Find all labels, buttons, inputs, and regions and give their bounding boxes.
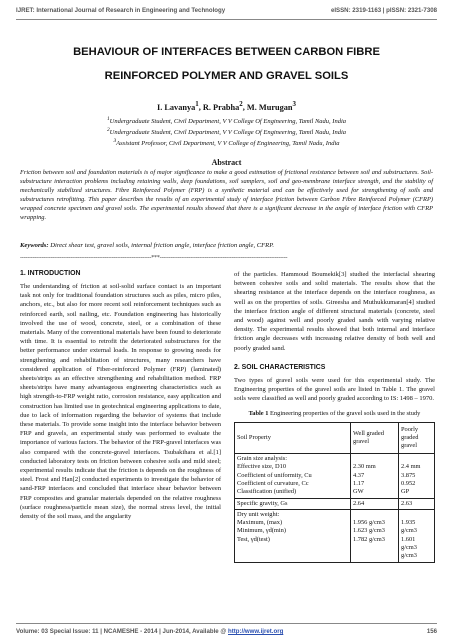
intro-heading: 1. INTRODUCTION — [20, 270, 81, 277]
cell-line — [401, 511, 432, 519]
affiliation-1-sup: 1 — [106, 116, 110, 122]
cell-line — [401, 455, 432, 463]
cell-line: 0.952 — [401, 479, 416, 487]
cell-line: Test, γd(test) — [237, 535, 270, 543]
table-row-specific-gravity — [235, 498, 435, 509]
section-separator: -------------------------------------------------------------------------***----------------------------------------------------------------------- — [20, 255, 288, 261]
abstract-heading: Abstract — [211, 158, 242, 167]
footer-volume-text: Volume: 03 Special Issue: 11 | NCAMESHE - 2014 | Jun-2014, Available @ — [16, 628, 228, 635]
table-caption — [234, 410, 435, 419]
cell-line — [353, 511, 396, 519]
cell-line: Effective size, D10 — [237, 463, 287, 471]
title-line-2: REINFORCED POLYMER AND GRAVEL SOILS — [104, 70, 349, 82]
table-row-grain-size — [235, 454, 435, 498]
soil-properties-table — [234, 422, 435, 563]
cell-line: 3.875 — [401, 471, 416, 479]
table-cell — [351, 454, 399, 498]
table-header-cell: Poorly graded gravel — [399, 423, 435, 454]
author-separator: , — [198, 102, 203, 112]
author-list — [20, 101, 433, 112]
table-cell — [399, 509, 435, 562]
table-cell — [235, 509, 351, 562]
keywords-label: Keywords: — [20, 242, 49, 249]
left-column — [20, 270, 221, 521]
affiliations — [20, 115, 433, 148]
keywords — [20, 242, 433, 249]
intro-paragraph: The understanding of friction at soil-solid surface contact is an important task not only for traditional foundation structures such as piles, micro piles, anchors, etc., but also for more recent soil reinforcement techniques such as reinforced earth, soil nailing, etc. Foundation engineering has historically involved the use of wood, concrete, steel, or a combination of these materials. Many of the conventional materials have been found to deteriorate with time. It is essential to retrofit the deteriorated substructures for the better performance under external loads. In response to growing needs for strengthening and rehabilitation of structures, many researchers have considered application of Fiber-reinforced Polymer (FRP) (laminated) sheets/strips as an effective strengthening and rehabilitation method. FRP sheets/strips have many advantageous engineering characteristics such as high strength-to-FRP weight ratio, corrosion resistance, easy application and construction has limited use in geotechnical engineering applications to date, due to lack of information regarding the behavior of systems that include these materials. To provide some insight into the interface behavior between FRP and gravels, an experimental study was performed to evaluate the importance of various factors. The behavior of the FRP-gravel interfaces was also compared with the concrete-gravel interfaces. Tsubakihara et al.[1] conducted laboratory tests on friction between cohesive soils and mild steel; experimental results indicate that the friction is depends on the roughness of steel. Frost and Han[2] conducted experiments to investigate the behavior of sand-FRP interfaces and concluded that interface shear behavior between FRP composites and granular materials depended on the relative roughness (surface roughness/particle mean size), the normal stress level, the initial density of the soil mass, and the angularity — [20, 283, 221, 521]
intro-continued-paragraph: of the particles. Hammoud Boumekik[3] studied the interfacial shearing between cohesive soils and solid materials. The results show that the shearing resistance at the interface depends on the interface roughness, as well as on the properties of soils. Gireesha and Muthukkumaran[4] studied the interface friction angle of different structural materials (concrete, steel and wood) against well and poorly graded sands with varying relative density. The experimental results showed that both internal and interface friction angle decreases with increasing relative density of both well and poorly graded sand. — [234, 271, 435, 352]
cell-line: Maximum, (max) — [237, 519, 283, 527]
soil-characteristics-paragraph: Two types of gravel soils were used for this experimental study. The Engineering properties of the gravel soils are listed in Table 1. The gravel soils were classified as well and poorly graded according to IS: 1498 – 1970. — [234, 376, 435, 403]
issn: eISSN: 2319-1163 | pISSN: 2321-7308 — [330, 7, 437, 14]
table-header-cell: Soil Property — [235, 423, 351, 454]
cell-line — [353, 455, 396, 463]
journal-name: IJRET: International Journal of Research in Engineering and Technology — [16, 7, 226, 14]
cell-line: Coefficient of curvature, Cc — [237, 479, 309, 487]
cell-line: Classification (unified) — [237, 488, 297, 496]
table-row-dry-unit-weight — [235, 509, 435, 562]
cell-line: 1.623 g/cm3 — [353, 527, 385, 535]
author-2: R. Prabha — [202, 102, 240, 112]
table-cell — [351, 509, 399, 562]
cell-line: 1.935 g/cm3 — [401, 519, 417, 535]
footer-rule — [16, 623, 437, 624]
author-2-sup: 2 — [239, 101, 243, 108]
page-number: 156 — [426, 628, 437, 635]
abstract-text: Friction between soil and foundation materials is of major significance to make a good estimation of frictional resistance between soil and substructures. Soil-substructure interaction problems including retaining walls, deep foundations, soil samplers, soil and geo-membrane interface strength, and the stability of mechanically stabilized structures. Fibre Reinforced Polymer (FRP) is a synthetic material and can be effectively used for strengthening of soils and substructures retrofitting. This paper describes the results of an experimental study of interface friction between Carbon Fibre Reinforced Polymer (CFRP) wrapped concrete specimen and gravel soils. The experimental results showed that there is a significant decrease in the angle of interface friction with CFRP wrapping. — [20, 169, 433, 222]
author-separator: , — [242, 102, 247, 112]
footer-citation — [16, 628, 283, 635]
journal-link[interactable]: http://www.ijret.org — [228, 628, 284, 635]
cell-line: Grain size analysis: — [237, 455, 288, 463]
table-header-cell: Well graded gravel — [351, 423, 399, 454]
cell-line: 1.601 g/cm3 — [401, 535, 417, 551]
cell-line: 1.17 — [353, 479, 365, 487]
title-line-1: BEHAVIOUR OF INTERFACES BETWEEN CARBON FIBRE — [73, 46, 380, 58]
cell-line: g/cm3 — [401, 552, 417, 560]
soil-characteristics-heading: 2. SOIL CHARACTERISTICS — [234, 363, 326, 371]
author-3-sup: 3 — [292, 101, 296, 108]
cell-line: Dry unit weight: — [237, 510, 280, 518]
cell-line: GP — [401, 488, 410, 496]
author-1: I. Lavanya — [156, 102, 196, 112]
cell-line: Minimum, γd(min) — [237, 527, 286, 535]
table-cell: 2.64 — [351, 498, 399, 509]
affiliation-2-text: Undergraduate Student, Civil Department, V V College Of Engineering, Tamil Nadu, India — [109, 129, 347, 137]
table-caption-text: Engineering properties of the gravel soils used in the study — [268, 410, 421, 418]
cell-line: 2.30 mm — [353, 463, 376, 471]
affiliation-1-text: Undergraduate Student, Civil Department, V V College Of Engineering, Tamil Nadu, India — [109, 118, 347, 126]
cell-line: 2.4 mm — [401, 463, 421, 471]
affiliation-2-sup: 2 — [106, 127, 110, 134]
cell-line: 4.37 — [353, 471, 365, 479]
table-caption-label: Table 1 — [248, 410, 269, 418]
affiliation-3-text: Assistant Professor, Civil Department, V V College of Engineering, Tamil Nadu, India — [116, 140, 340, 148]
author-1-sup: 1 — [195, 101, 199, 108]
table-cell — [235, 454, 351, 498]
table-cell — [399, 454, 435, 498]
affiliation-3-sup: 3 — [113, 138, 117, 145]
paper-title — [20, 40, 433, 88]
cell-line: Coefficient of uniformity, Cu — [237, 471, 312, 479]
cell-line: GW — [353, 488, 364, 496]
header-rule — [16, 19, 437, 20]
author-3: M. Murugan — [246, 102, 293, 112]
keywords-text: Direct shear test, gravel soils, internal friction angle, interface friction angle, CFRP. — [48, 242, 275, 249]
table-cell: 2.63 — [399, 498, 435, 509]
running-footer — [16, 628, 437, 635]
affiliation-1 — [20, 115, 433, 126]
cell-line: 1.956 g/cm3 — [353, 519, 385, 527]
cell-line: 1.782 g/cm3 — [353, 535, 385, 543]
affiliation-3 — [20, 137, 433, 148]
affiliation-2 — [20, 126, 433, 137]
right-column — [234, 270, 435, 563]
running-header — [16, 7, 437, 14]
table-header-row — [235, 423, 435, 454]
table-cell: Specific gravity, Gs — [235, 498, 351, 509]
